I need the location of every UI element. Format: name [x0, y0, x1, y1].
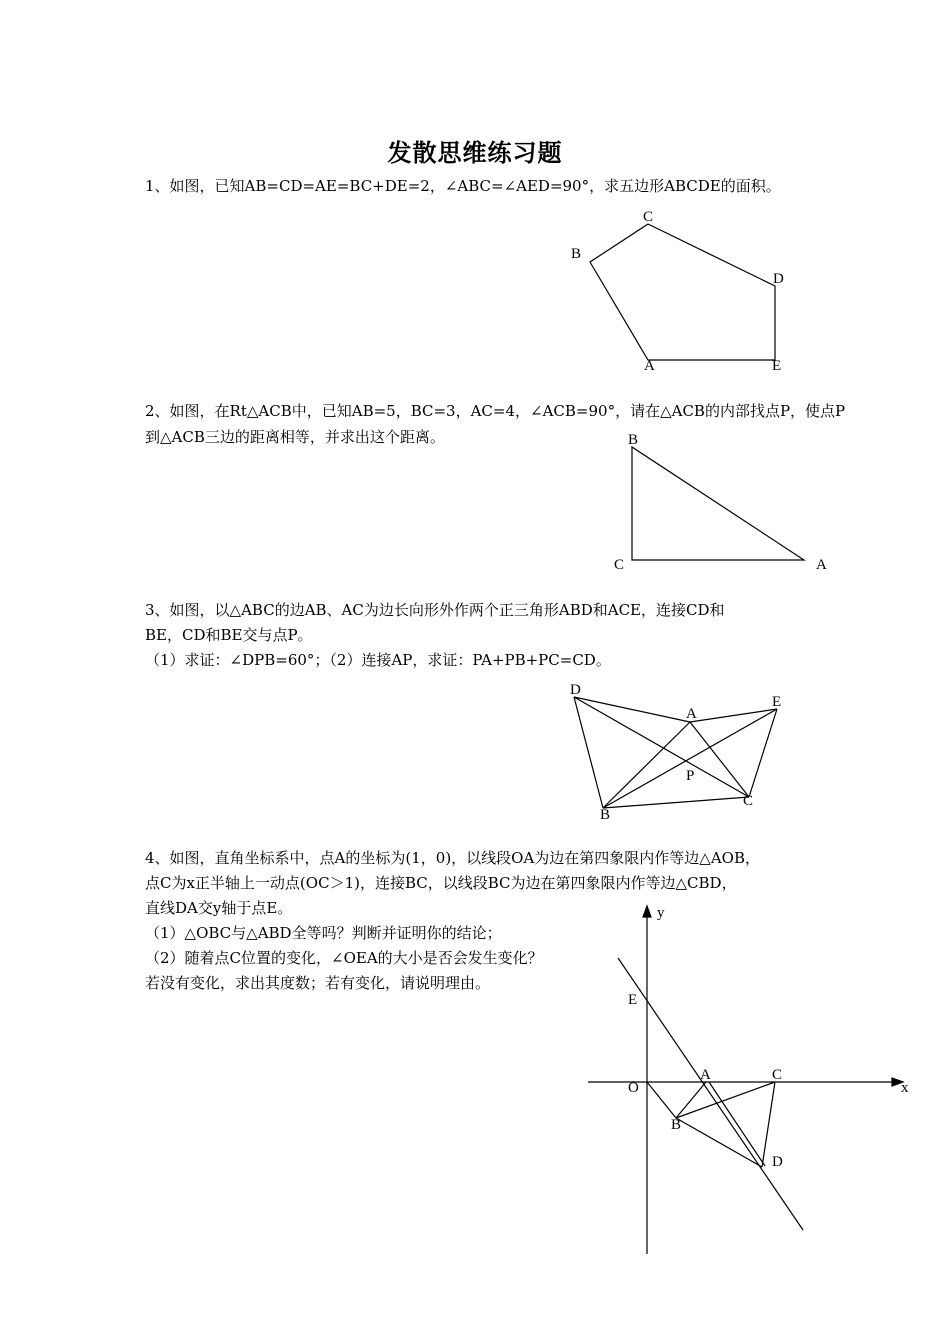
label-a: A [686, 706, 697, 722]
problem-2-line-1: 2、如图，在Rt△ACB中，已知AB=5，BC=3，AC=4，∠ACB=90°，请在△ACB的内部找点P，使点P [145, 402, 846, 420]
problem-4-line-4: （1）△OBC与△ABD全等吗？判断并证明你的结论； [145, 924, 502, 942]
label-a: A [816, 557, 827, 573]
label-b: B [571, 246, 582, 262]
label-b: B [628, 432, 639, 448]
label-a: A [700, 1067, 711, 1083]
problem-4-line-5: （2）随着点C位置的变化，∠OEA的大小是否会发生变化？ [145, 949, 543, 967]
label-b: B [671, 1117, 682, 1133]
page-title: 发散思维练习题 [387, 138, 563, 167]
label-x: x [901, 1080, 909, 1096]
problem-3-line-1: 3、如图，以△ABC的边AB、AC为边长向形外作两个正三角形ABD和ACE，连接CD和 [145, 601, 725, 619]
label-d: D [772, 1154, 783, 1170]
problem-4-line-1: 4、如图，直角坐标系中，点A的坐标为(1，0)，以线段OA为边在第四象限内作等边△AOB， [145, 849, 760, 867]
label-e: E [772, 358, 782, 374]
label-b: B [600, 807, 611, 823]
label-c: C [643, 209, 654, 225]
problem-4-line-3: 直线DA交y轴于点E。 [145, 899, 293, 917]
problem-1-line-1: 1、如图，已知AB=CD=AE=BC+DE=2，∠ABC=∠AED=90°，求五边形ABCDE的面积。 [145, 177, 781, 195]
label-y: y [657, 905, 665, 921]
problem-3-line-3: （1）求证：∠DPB=60°；（2）连接AP，求证：PA+PB+PC=CD。 [145, 651, 611, 669]
segment-ob [647, 1082, 676, 1118]
problem-3-line-2: BE，CD和BE交与点P。 [145, 626, 313, 644]
label-c: C [772, 1067, 783, 1083]
line-da [618, 958, 803, 1230]
label-d: D [570, 682, 581, 698]
label-e: E [772, 694, 782, 710]
label-p: P [686, 768, 695, 784]
label-o: O [628, 1080, 639, 1096]
label-a: A [644, 358, 655, 374]
label-c: C [743, 793, 754, 809]
problem-4-line-6: 若没有变化，求出其度数；若有变化，请说明理由。 [145, 974, 491, 992]
label-e: E [628, 992, 638, 1008]
label-d: D [773, 271, 784, 287]
label-c: C [614, 557, 625, 573]
problem-4-line-2: 点C为x正半轴上一动点(OC＞1)，连接BC，以线段BC为边在第四象限内作等边△CBD， [145, 874, 737, 892]
y-axis-arrow [643, 906, 651, 917]
problem-2-line-2: 到△ACB三边的距离相等，并求出这个距离。 [145, 428, 445, 446]
